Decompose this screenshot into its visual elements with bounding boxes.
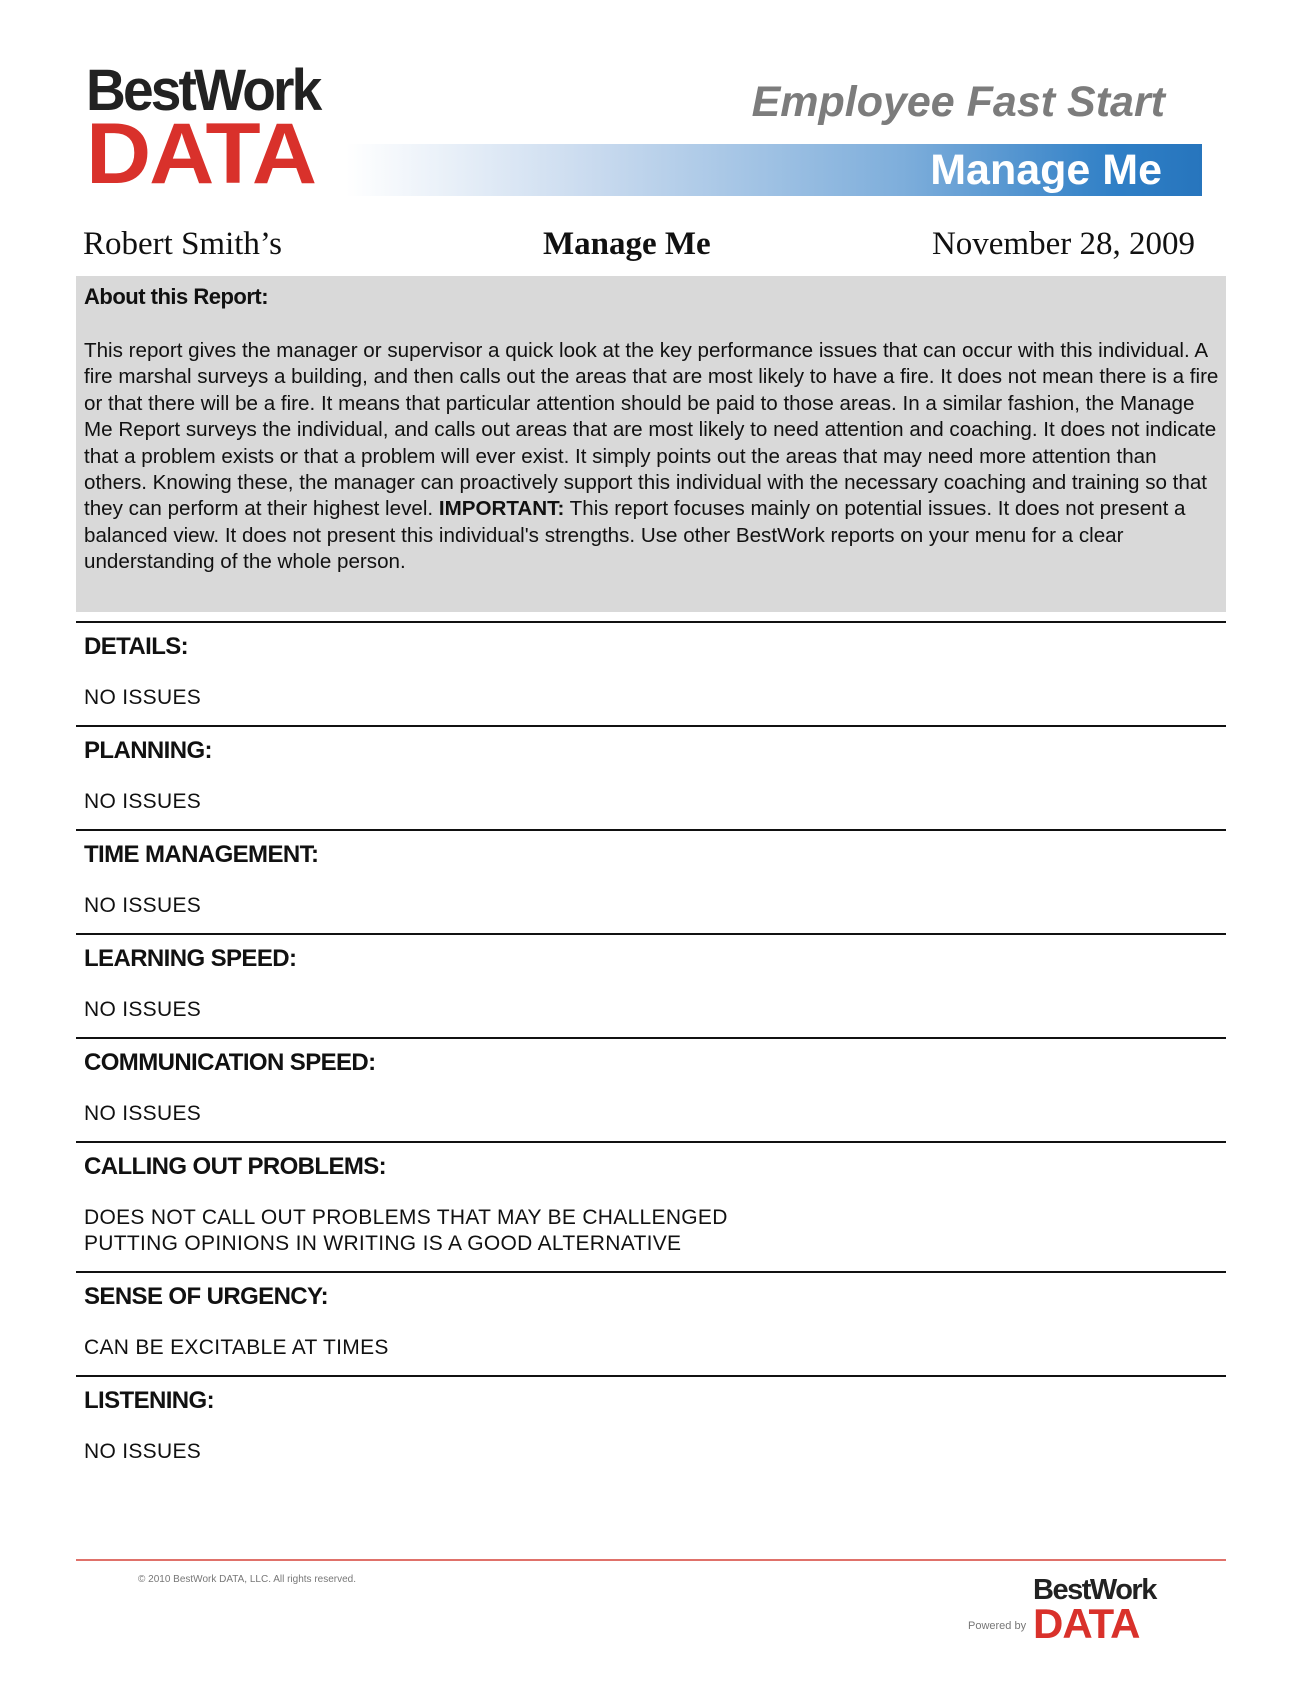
- title-row: [83, 226, 1195, 270]
- section-line: DOES NOT CALL OUT PROBLEMS THAT MAY BE CHALLENGED: [84, 1206, 728, 1229]
- section-text: [84, 789, 1226, 815]
- section-line: NO ISSUES: [84, 998, 202, 1021]
- important-label: IMPORTANT:: [438, 497, 565, 521]
- section-line: NO ISSUES: [84, 894, 202, 917]
- section-line: NO ISSUES: [84, 1102, 202, 1125]
- about-text: [84, 338, 1224, 576]
- footer-logo-bestwork-text: BestWork: [1033, 1574, 1156, 1606]
- section-calling-out-problems: [76, 1141, 1226, 1271]
- footer-logo: [1033, 1574, 1156, 1647]
- copyright-text: © 2010 BestWork DATA, LLC. All rights reserved.: [138, 1574, 357, 1585]
- section-text: [84, 685, 1226, 711]
- about-text-part1: This report gives the manager or supervisor a quick look at the key performance issues that can occur with this individual. A fire marshal surveys a building, and then calls out the areas that are most likely to have a fire. It does not mean there is a fire or that there will be a fire. It means that particular attention should be paid to those areas. In a similar fashion, the Manage Me Report surveys the individual, and calls out areas that are most likely to need attention and coaching. It does not indicate that a problem exists or that a problem will ever exist. It simply points out the areas that may need more attention than others. Knowing these, the manager can proactively support this individual with the necessary coaching and training so that they can perform at their highest level.: [84, 339, 1219, 521]
- section-heading: COMMUNICATION SPEED:: [84, 1049, 376, 1076]
- bestwork-data-logo: [86, 58, 346, 202]
- section-text: [84, 1439, 1226, 1465]
- section-text: [84, 1335, 1226, 1361]
- report-title: Manage Me: [543, 226, 711, 262]
- logo-data-text: DATA: [86, 106, 315, 202]
- section-line: NO ISSUES: [84, 1440, 202, 1463]
- report-date: November 28, 2009: [931, 226, 1195, 262]
- banner-title: Manage Me: [930, 146, 1162, 194]
- section-sense-of-urgency: [76, 1271, 1226, 1375]
- about-report-box: [76, 276, 1226, 612]
- section-heading: LEARNING SPEED:: [84, 945, 297, 972]
- section-heading: LISTENING:: [84, 1387, 214, 1414]
- section-learning-speed: [76, 933, 1226, 1037]
- about-heading: About this Report:: [84, 284, 269, 309]
- footer-divider: [76, 1559, 1226, 1561]
- section-line: NO ISSUES: [84, 686, 202, 709]
- section-heading: CALLING OUT PROBLEMS:: [84, 1153, 387, 1180]
- section-heading: SENSE OF URGENCY:: [84, 1283, 329, 1310]
- section-line: NO ISSUES: [84, 790, 202, 813]
- section-line: CAN BE EXCITABLE AT TIMES: [84, 1336, 389, 1359]
- logo-bestwork-text: BestWork: [86, 58, 320, 123]
- about-text-part2: This report focuses mainly on potential issues. It does not present a balanced view. It does not present this individual's strengths. Use other BestWork reports on your menu for a clear understanding of the whole person.: [84, 497, 1186, 574]
- section-listening: [76, 1375, 1226, 1479]
- section-heading: PLANNING:: [84, 737, 212, 764]
- section-text: [84, 893, 1226, 919]
- section-heading: TIME MANAGEMENT:: [84, 841, 319, 868]
- powered-by-text: Powered by: [968, 1620, 1027, 1632]
- section-planning: [76, 725, 1226, 829]
- section-line: PUTTING OPINIONS IN WRITING IS A GOOD ALTERNATIVE: [84, 1232, 682, 1255]
- section-details: [76, 621, 1226, 725]
- section-text: [84, 997, 1226, 1023]
- section-text: [84, 1101, 1226, 1127]
- section-communication-speed: [76, 1037, 1226, 1141]
- employee-name: Robert Smith’s: [83, 226, 282, 262]
- footer-logo-data-text: DATA: [1033, 1600, 1140, 1647]
- section-heading: DETAILS:: [84, 633, 189, 660]
- header-title: Employee Fast Start: [751, 78, 1165, 126]
- header-banner: [346, 144, 1202, 196]
- section-time-management: [76, 829, 1226, 933]
- section-text: [84, 1205, 1226, 1257]
